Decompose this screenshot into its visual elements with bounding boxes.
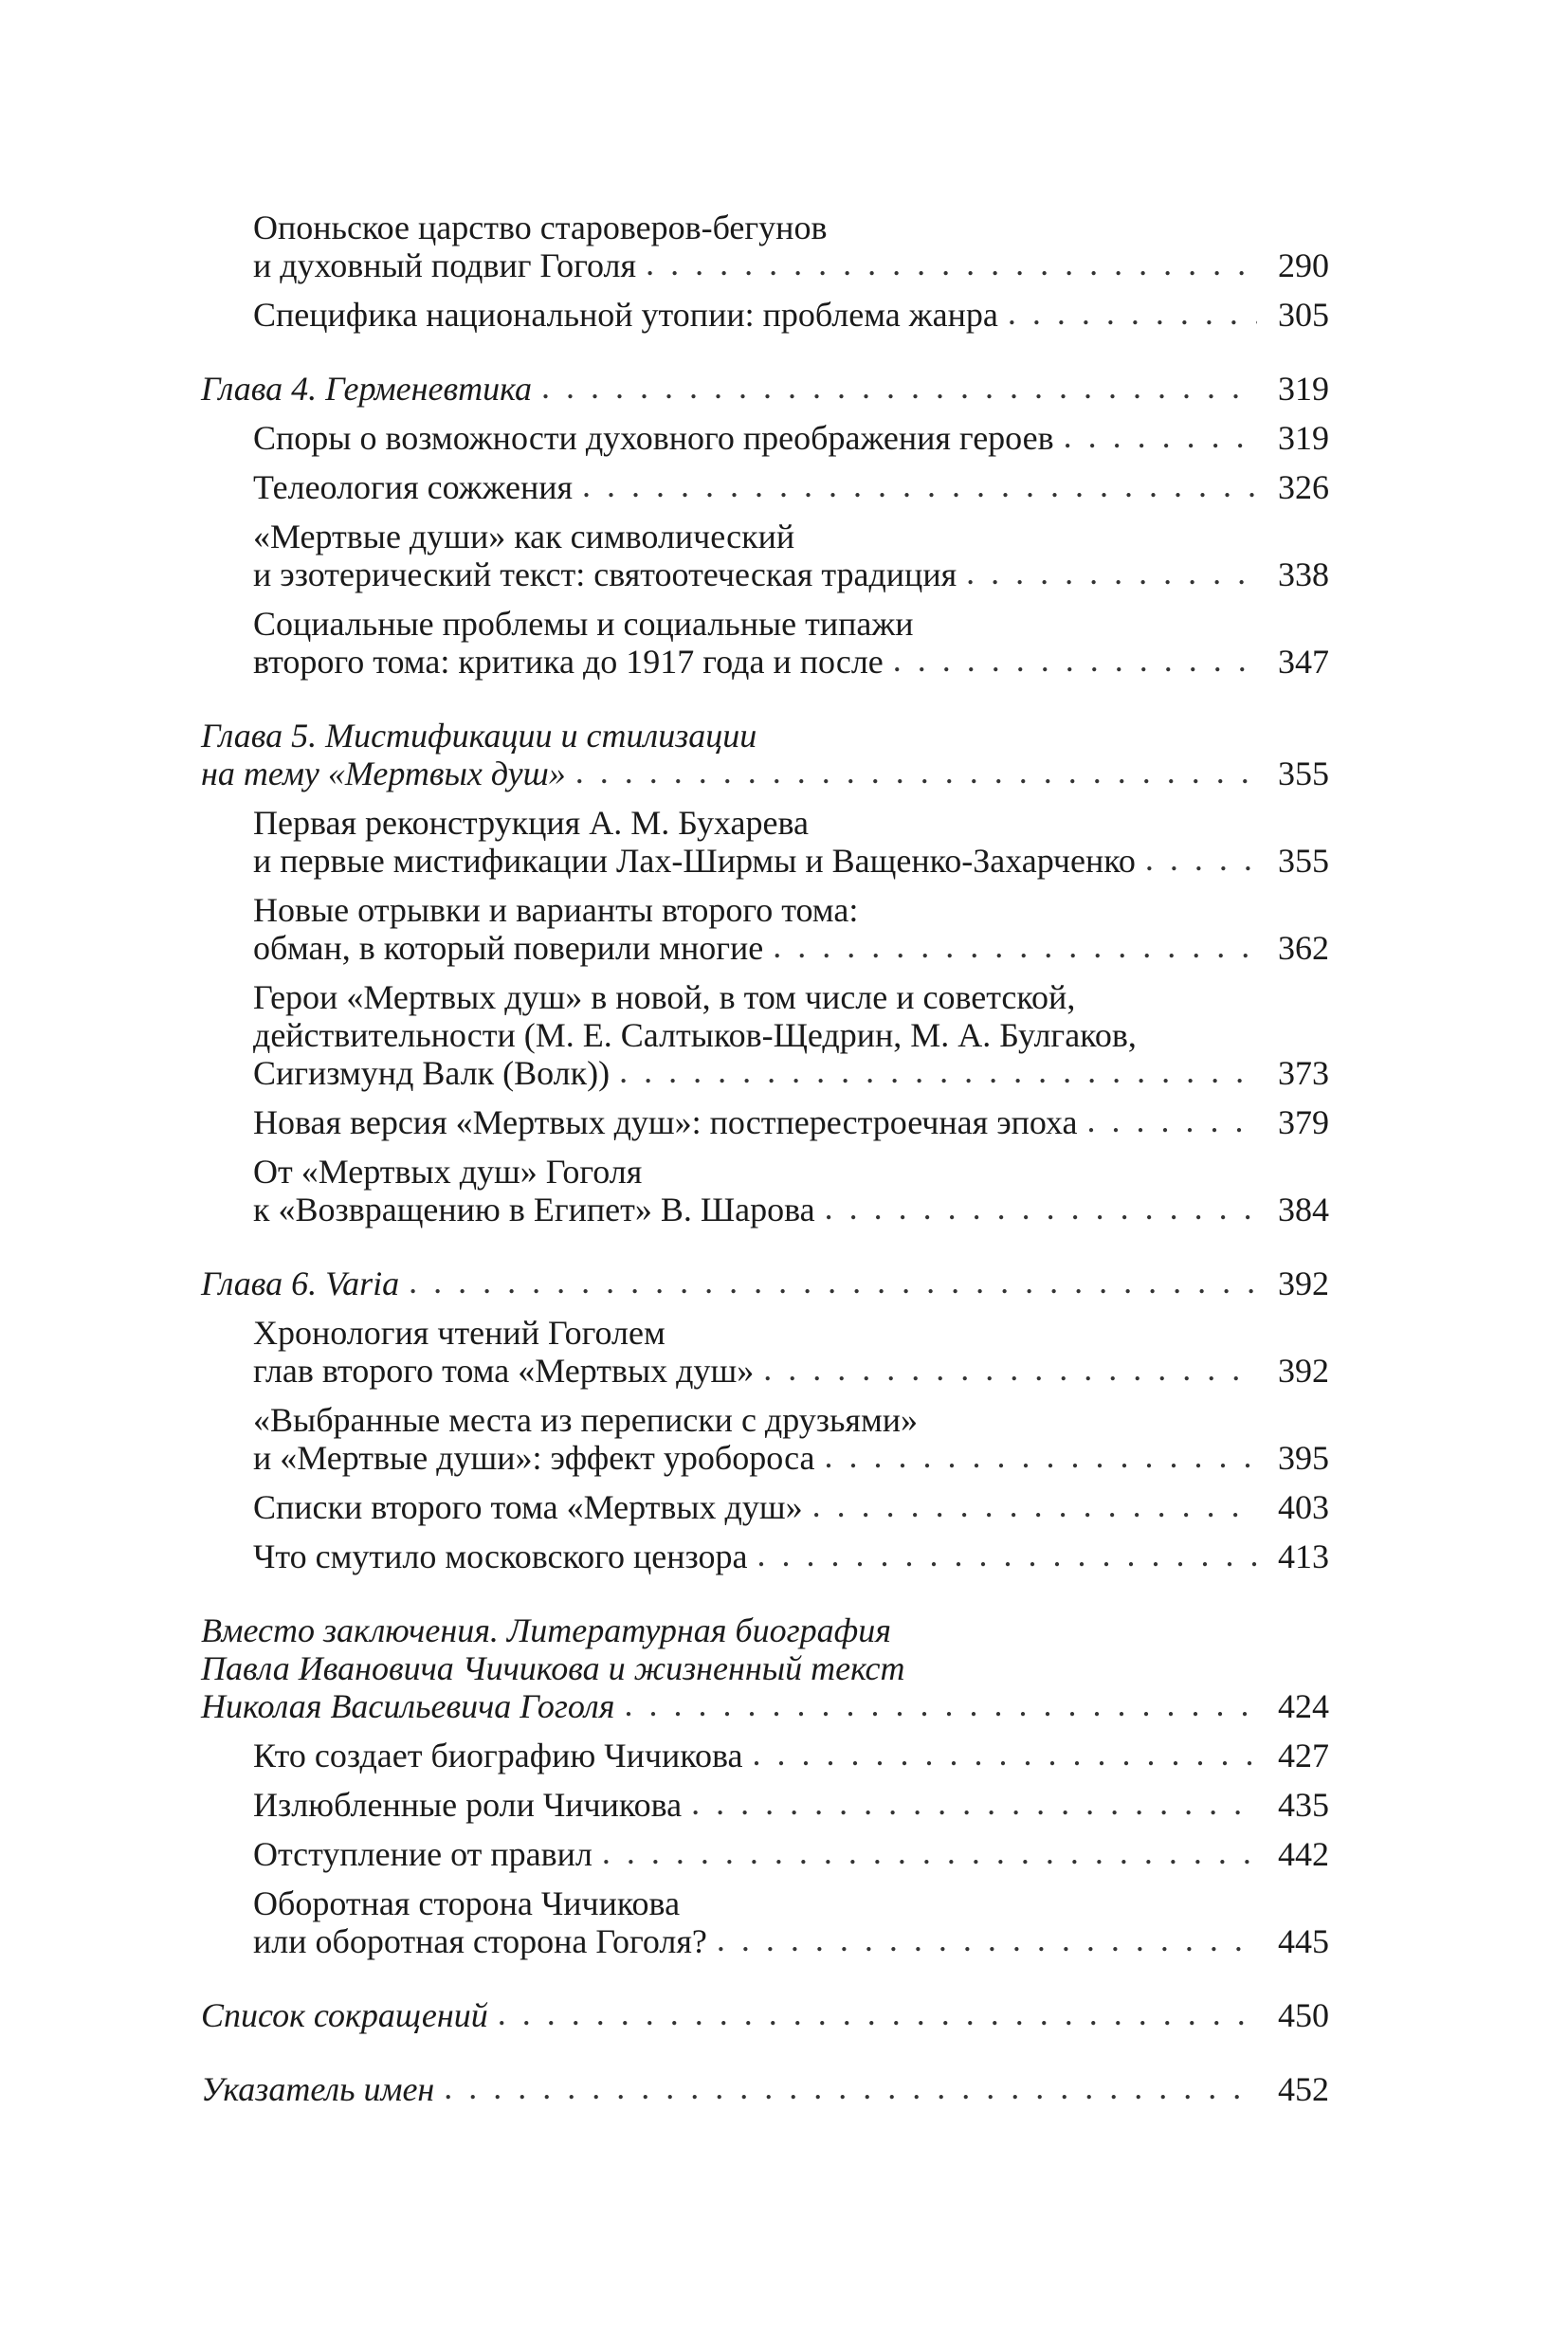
dot-leader xyxy=(444,2068,1257,2106)
toc-chapter-entry[interactable] xyxy=(201,1265,1329,1302)
entry-title-line: и эзотерический текст: святоотеческая традиция xyxy=(253,555,957,593)
dot-leader xyxy=(773,927,1257,965)
entry-title-line: «Выбранные места из переписки с друзьями» xyxy=(253,1401,919,1439)
table-of-contents xyxy=(201,209,1329,2108)
entry-title-line: Вместо заключения. Литературная биография xyxy=(201,1611,891,1649)
entry-last-line xyxy=(201,1687,1329,1725)
dot-leader xyxy=(575,753,1257,791)
page-number: 384 xyxy=(1278,1191,1329,1228)
toc-chapter-entry[interactable] xyxy=(201,1996,1329,2034)
dot-leader xyxy=(825,1189,1257,1227)
entry-last-line xyxy=(253,468,1329,506)
dot-leader xyxy=(1008,294,1257,332)
entry-last-line xyxy=(253,1786,1329,1824)
entry-last-line xyxy=(253,246,1329,284)
page-number: 452 xyxy=(1278,2070,1329,2108)
entry-spacer xyxy=(201,880,1329,891)
page-number: 347 xyxy=(1278,643,1329,681)
entry-title-line: Что смутило московского цензора xyxy=(253,1538,748,1575)
entry-title-line: Указатель имен xyxy=(201,2070,435,2108)
entry-title-line: Глава 4. Герменевтика xyxy=(201,370,533,408)
dot-leader xyxy=(619,1052,1257,1090)
page-number: 379 xyxy=(1278,1103,1329,1141)
toc-chapter-entry[interactable] xyxy=(201,717,1329,792)
toc-section-entry[interactable] xyxy=(201,209,1329,284)
entry-title-line: Новая версия «Мертвых душ»: постперестроечная эпоха xyxy=(253,1103,1078,1141)
entry-last-line xyxy=(201,370,1329,408)
page-number: 427 xyxy=(1278,1737,1329,1774)
page-number: 445 xyxy=(1278,1922,1329,1960)
entry-last-line xyxy=(253,1054,1329,1092)
toc-section-entry[interactable] xyxy=(201,1488,1329,1526)
entry-title-line: второго тома: критика до 1917 года и после xyxy=(253,643,884,681)
entry-title-line: Телеология сожжения xyxy=(253,468,574,506)
dot-leader xyxy=(717,1920,1257,1958)
entry-last-line xyxy=(253,1835,1329,1873)
entry-title-line: Списки второго тома «Мертвых душ» xyxy=(253,1488,803,1526)
toc-section-entry[interactable] xyxy=(201,468,1329,506)
entry-spacer xyxy=(201,1302,1329,1314)
dot-leader xyxy=(646,245,1257,282)
entry-title-line: и «Мертвые души»: эффект уробороса xyxy=(253,1439,815,1477)
entry-title-line: обман, в который поверили многие xyxy=(253,929,764,967)
entry-title-line: Кто создает биографию Чичикова xyxy=(253,1737,743,1774)
page-number: 362 xyxy=(1278,929,1329,967)
entry-title-line: «Мертвые души» как символический xyxy=(253,518,795,555)
entry-last-line xyxy=(253,1538,1329,1575)
toc-section-entry[interactable] xyxy=(201,1786,1329,1824)
entry-spacer xyxy=(201,967,1329,978)
entry-last-line xyxy=(201,2070,1329,2108)
entry-last-line xyxy=(253,296,1329,334)
entry-last-line xyxy=(201,1265,1329,1302)
dot-leader xyxy=(624,1685,1257,1723)
toc-section-entry[interactable] xyxy=(201,1314,1329,1390)
page-number: 290 xyxy=(1278,246,1329,284)
entry-title-line: Сигизмунд Валк (Волк)) xyxy=(253,1054,611,1092)
entry-last-line xyxy=(253,1352,1329,1390)
entry-last-line xyxy=(201,755,1329,792)
entry-last-line xyxy=(253,1737,1329,1774)
entry-last-line xyxy=(253,1191,1329,1228)
dot-leader xyxy=(691,1784,1257,1822)
entry-title-line: Излюбленные роли Чичикова xyxy=(253,1786,683,1824)
entry-title-line: Опоньское царство староверов-бегунов xyxy=(253,209,828,246)
entry-title-line: или оборотная сторона Гоголя? xyxy=(253,1922,707,1960)
dot-leader xyxy=(1064,417,1257,455)
entry-spacer xyxy=(201,792,1329,804)
entry-spacer xyxy=(201,506,1329,518)
entry-title-line: Хронология чтений Гоголем xyxy=(253,1314,665,1352)
dot-leader xyxy=(757,1536,1258,1574)
page-number: 355 xyxy=(1278,755,1329,792)
toc-chapter-entry[interactable] xyxy=(201,370,1329,408)
page-number: 373 xyxy=(1278,1054,1329,1092)
page-number: 392 xyxy=(1278,1265,1329,1302)
entry-last-line xyxy=(253,1922,1329,1960)
entry-title-line: глав второго тома «Мертвых душ» xyxy=(253,1352,755,1390)
toc-section-entry[interactable] xyxy=(201,978,1329,1092)
page-number: 403 xyxy=(1278,1488,1329,1526)
toc-chapter-entry[interactable] xyxy=(201,2070,1329,2108)
entry-last-line xyxy=(253,1488,1329,1526)
page-number: 319 xyxy=(1278,370,1329,408)
page-number: 319 xyxy=(1278,419,1329,457)
toc-section-entry[interactable] xyxy=(201,1737,1329,1774)
entry-title-line: Павла Ивановича Чичикова и жизненный текст xyxy=(201,1649,905,1687)
entry-title-line: Оборотная сторона Чичикова xyxy=(253,1884,681,1922)
page-number: 326 xyxy=(1278,468,1329,506)
dot-leader xyxy=(409,1263,1257,1301)
toc-section-entry[interactable] xyxy=(201,1153,1329,1228)
entry-spacer xyxy=(201,681,1329,717)
toc-section-entry[interactable] xyxy=(201,1884,1329,1960)
entry-spacer xyxy=(201,1575,1329,1611)
dot-leader xyxy=(825,1437,1257,1475)
entry-last-line xyxy=(253,1439,1329,1477)
entry-spacer xyxy=(201,1960,1329,1996)
toc-section-entry[interactable] xyxy=(201,296,1329,334)
entry-last-line xyxy=(253,842,1329,880)
dot-leader xyxy=(1087,1101,1257,1139)
entry-title-line: Специфика национальной утопии: проблема жанра xyxy=(253,296,998,334)
dot-leader xyxy=(582,466,1257,504)
entry-title-line: От «Мертвых душ» Гоголя xyxy=(253,1153,643,1191)
page-number: 395 xyxy=(1278,1439,1329,1477)
entry-last-line xyxy=(253,929,1329,967)
toc-section-entry[interactable] xyxy=(201,1835,1329,1873)
entry-title-line: Список сокращений xyxy=(201,1996,488,2034)
page-number: 413 xyxy=(1278,1538,1329,1575)
toc-section-entry[interactable] xyxy=(201,419,1329,457)
entry-title-line: Глава 5. Мистификации и стилизации xyxy=(201,717,757,755)
entry-spacer xyxy=(201,1390,1329,1401)
entry-title-line: Отступление от правил xyxy=(253,1835,593,1873)
entry-spacer xyxy=(201,1873,1329,1884)
toc-section-entry[interactable] xyxy=(201,891,1329,967)
page-number: 305 xyxy=(1278,296,1329,334)
toc-section-entry[interactable] xyxy=(201,1401,1329,1477)
entry-spacer xyxy=(201,593,1329,605)
page-number: 424 xyxy=(1278,1687,1329,1725)
entry-last-line xyxy=(253,643,1329,681)
entry-title-line: действительности (М. Е. Салтыков-Щедрин, М. А. Булгаков, xyxy=(253,1016,1137,1054)
entry-title-line: Споры о возможности духовного преображения героев xyxy=(253,419,1054,457)
entry-title-line: на тему «Мертвых душ» xyxy=(201,755,566,792)
toc-section-entry[interactable] xyxy=(201,1538,1329,1575)
entry-last-line xyxy=(253,555,1329,593)
dot-leader xyxy=(1145,840,1257,878)
entry-spacer xyxy=(201,1228,1329,1265)
dot-leader xyxy=(602,1833,1257,1871)
dot-leader xyxy=(498,1994,1257,2032)
entry-title-line: Герои «Мертвых душ» в новой, в том числе и советской, xyxy=(253,978,1076,1016)
dot-leader xyxy=(812,1486,1257,1524)
dot-leader xyxy=(763,1350,1257,1388)
page-number: 338 xyxy=(1278,555,1329,593)
entry-last-line xyxy=(253,1103,1329,1141)
entry-title-line: Глава 6. Varia xyxy=(201,1265,400,1302)
entry-title-line: Первая реконструкция А. М. Бухарева xyxy=(253,804,809,842)
entry-last-line xyxy=(201,1996,1329,2034)
page-number: 450 xyxy=(1278,1996,1329,2034)
dot-leader xyxy=(541,368,1257,406)
entry-title-line: Социальные проблемы и социальные типажи xyxy=(253,605,914,643)
page-number: 392 xyxy=(1278,1352,1329,1390)
entry-title-line: Новые отрывки и варианты второго тома: xyxy=(253,891,859,929)
toc-section-entry[interactable] xyxy=(201,518,1329,593)
dot-leader xyxy=(966,554,1257,591)
entry-title-line: к «Возвращению в Египет» В. Шарова xyxy=(253,1191,815,1228)
dot-leader xyxy=(752,1735,1257,1773)
toc-section-entry[interactable] xyxy=(201,605,1329,681)
entry-last-line xyxy=(253,419,1329,457)
toc-section-entry[interactable] xyxy=(201,804,1329,880)
entry-spacer xyxy=(201,2034,1329,2070)
entry-title-line: и духовный подвиг Гоголя xyxy=(253,246,637,284)
entry-spacer xyxy=(201,1141,1329,1153)
page-number: 435 xyxy=(1278,1786,1329,1824)
entry-spacer xyxy=(201,334,1329,370)
entry-title-line: Николая Васильевича Гоголя xyxy=(201,1687,615,1725)
toc-section-entry[interactable] xyxy=(201,1103,1329,1141)
toc-chapter-entry[interactable] xyxy=(201,1611,1329,1725)
page-number: 355 xyxy=(1278,842,1329,880)
dot-leader xyxy=(893,641,1257,679)
page-number: 442 xyxy=(1278,1835,1329,1873)
entry-title-line: и первые мистификации Лах-Ширмы и Ващенко-Захарченко xyxy=(253,842,1136,880)
